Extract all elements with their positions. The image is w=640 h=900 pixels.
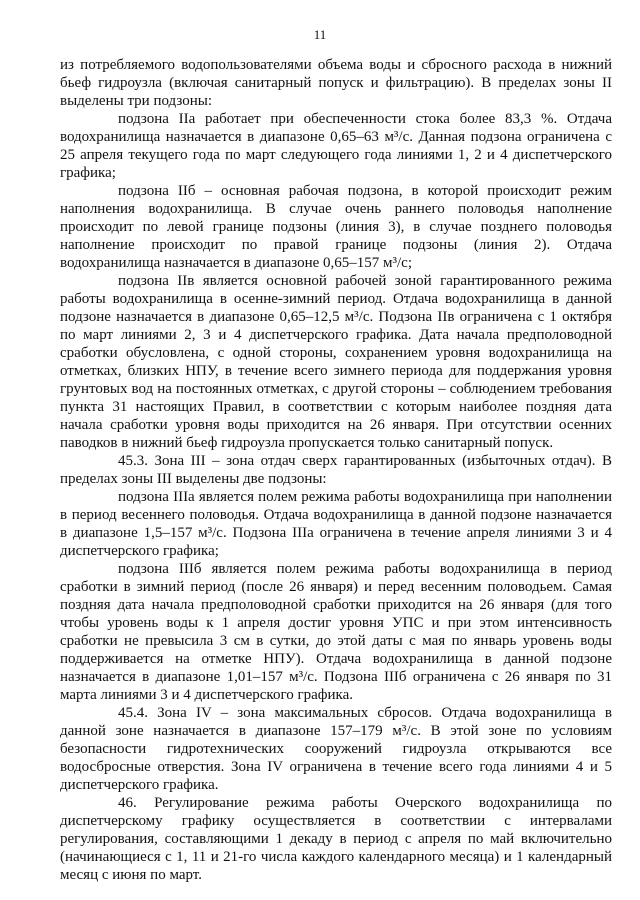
paragraph-zone-2-intro: из потребляемого водопользователями объема воды и сбросного расхода в нижний бьеф гидроузла (включая санитарный попуск и фильтрацию). В пределах зоны II выделены три подзоны: <box>60 57 612 109</box>
paragraph-45-3-zone-3: 45.3. Зона III – зона отдач сверх гарантированных (избыточных отдач). В пределах зоны III выделены две подзоны: <box>60 453 612 487</box>
paragraph-46-regulation: 46. Регулирование режима работы Очерского водохранилища по диспетчерскому графику осуществляется в соответствии с интервалами регулирования, составляющими 1 декаду в период с апреля по май включительно (начинающиеся с 1, 11 и 21-го числа каждого календарного месяца) и 1 календарный месяц с июня по март. <box>60 795 612 883</box>
paragraph-subzone-3b: подзона IIIб является полем режима работы водохранилища в период сработки в зимний период (после 26 января) и перед весенним половодьем. Самая поздняя дата начала предполоводной сработки приходится на 26 января (для того чтобы уровень воды к 1 апреля достиг уровня УПС и при этом интенсивность сработки не превысила 3 см в сутки, до этой даты с мая по январь уровень воды поддерживается на отметке НПУ). Отдача водохранилища в данной подзоне назначается в диапазоне 1,01–157 м³/с. Подзона IIIб ограничена с 26 января по 31 марта линиями 3 и 4 диспетчерского графика. <box>60 561 612 703</box>
paragraph-45-4-zone-4: 45.4. Зона IV – зона максимальных сбросов. Отдача водохранилища в данной зоне назначается в диапазоне 157–179 м³/с. В этой зоне по условиям безопасности гидротехнических сооружений гидроузла открываются все водосбросные отверстия. Зона IV ограничена в течение всего года линиями 4 и 5 диспетчерского графика. <box>60 705 612 793</box>
page-number: 11 <box>313 27 327 42</box>
paragraph-subzone-2a: подзона IIа работает при обеспеченности стока более 83,3 %. Отдача водохранилища назначается в диапазоне 0,65–63 м³/с. Данная подзона ограничена с 25 апреля текущего года по март следующего года линиями 1, 2 и 4 диспетчерского графика; <box>60 111 612 181</box>
paragraph-subzone-2b: подзона IIб – основная рабочая подзона, в которой происходит режим наполнения водохранилища. В случае очень раннего половодья наполнение происходит по левой границе подзоны (линия 3), в случае позднего половодья наполнение происходит по правой границе подзоны (линия 2). Отдача водохранилища назначается в диапазоне 0,65–157 м³/с; <box>60 183 612 271</box>
paragraph-subzone-2v: подзона IIв является основной рабочей зоной гарантированного режима работы водохранилища в осенне-зимний период. Отдача водохранилища в данной подзоне назначается в диапазоне 0,65–12,5 м³/с. Подзона IIв ограничена с 1 октября по март линиями 2, 3 и 4 диспетчерского графика. Дата начала предполоводной сработки обусловлена, с одной стороны, сохранением уровня водохранилища на отметках, близких НПУ, в течение всего зимнего периода для поддержания уровня грунтовых вод на постоянных отметках, с другой стороны – соблюдением требования пункта 31 настоящих Правил, в соответствии с которым наиболее поздняя дата начала сработки уровня воды приходится на 26 января. При отсутствии осенних паводков в нижний бьеф гидроузла пропускается только санитарный попуск. <box>60 273 612 451</box>
document-body <box>60 56 612 884</box>
paragraph-subzone-3a: подзона IIIа является полем режима работы водохранилища при наполнении в период весеннего половодья. Отдача водохранилища в данной подзоне назначается в диапазоне 1,5–157 м³/с. Подзона IIIа ограничена в течение апреля линиями 3 и 4 диспетчерского графика; <box>60 489 612 559</box>
